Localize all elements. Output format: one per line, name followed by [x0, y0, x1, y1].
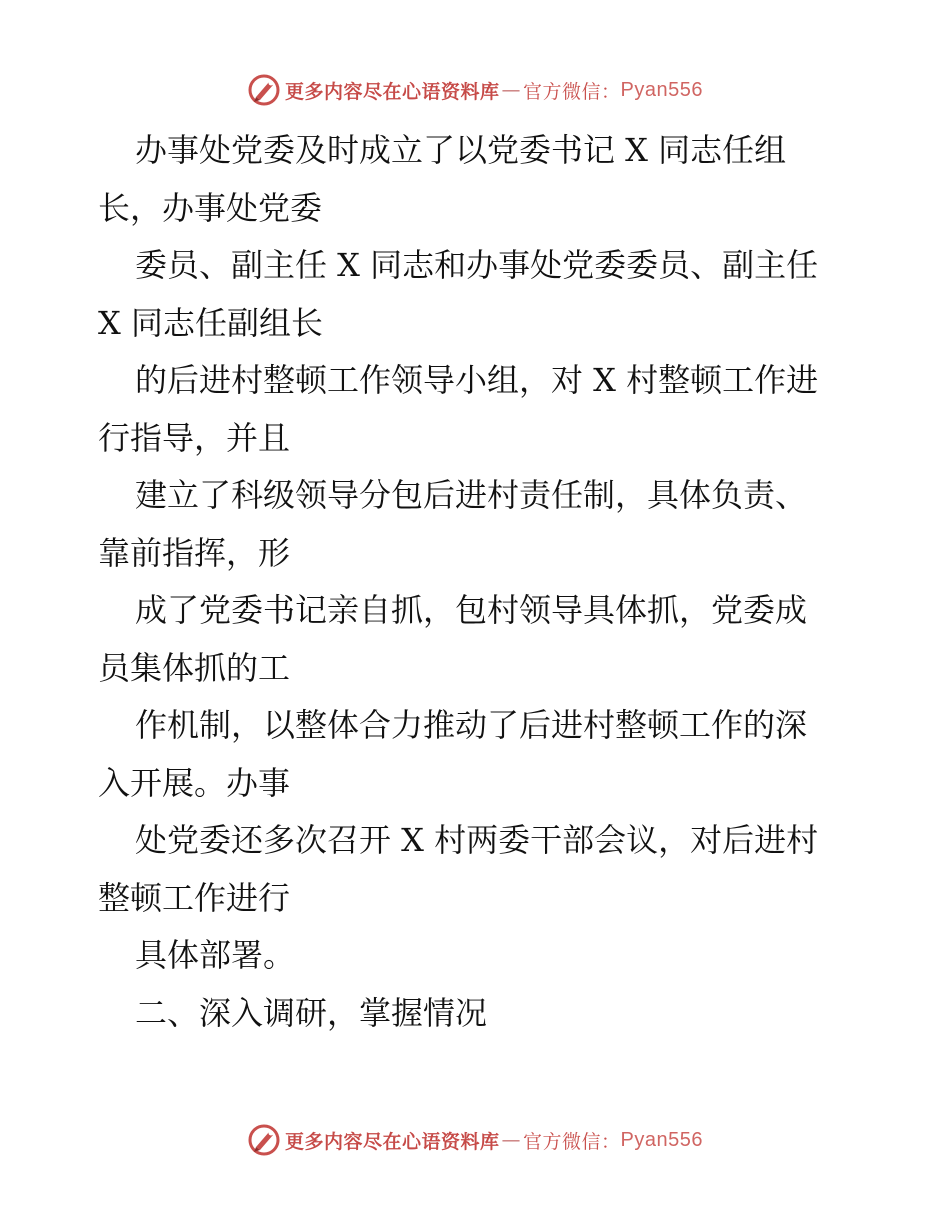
body-line: 整顿工作进行: [98, 878, 291, 917]
body-line: X 同志任副组长: [98, 303, 323, 342]
header-banner: [0, 70, 950, 110]
body-line: 处党委还多次召开 X 村两委干部会议，对后进村: [135, 821, 819, 859]
header-banner-text: 更多内容尽在心语资料库: [285, 80, 500, 103]
body-line: 成了党委书记亲自抓，包村领导具体抓，党委成: [135, 591, 808, 629]
brush-pen-logo-icon: [247, 73, 281, 107]
body-line: 二、深入调研，掌握情况: [135, 993, 488, 1032]
body-line: 作机制，以整体合力推动了后进村整顿工作的深: [135, 706, 808, 744]
document-body: [98, 122, 858, 1042]
footer-banner-text: 更多内容尽在心语资料库: [285, 1130, 500, 1153]
footer-banner-separator: —: [501, 1129, 522, 1151]
body-line: 办事处党委及时成立了以党委书记 X 同志任组: [135, 131, 787, 169]
body-line: 委员、副主任 X 同志和办事处党委委员、副主任: [135, 246, 819, 284]
body-line: 入开展。办事: [98, 763, 291, 802]
footer-wechat-account: Pyan556: [620, 1128, 703, 1151]
body-line: 行指导，并且: [98, 418, 291, 457]
body-line: 的后进村整顿工作领导小组，对 X 村整顿工作进: [135, 361, 819, 399]
brush-pen-logo-icon: [247, 1123, 281, 1157]
footer-banner: [0, 1120, 950, 1160]
header-wechat-account: Pyan556: [620, 78, 703, 101]
body-line: 建立了科级领导分包后进村责任制，具体负责、: [135, 476, 808, 514]
body-line: 靠前指挥，形: [98, 533, 291, 572]
body-line: 具体部署。: [135, 936, 296, 974]
header-wechat-label: 官方微信：: [523, 80, 621, 103]
header-banner-separator: —: [501, 79, 522, 101]
footer-wechat-label: 官方微信：: [523, 1130, 621, 1153]
body-line: 长，办事处党委: [98, 188, 323, 227]
body-line: 员集体抓的工: [98, 648, 291, 687]
